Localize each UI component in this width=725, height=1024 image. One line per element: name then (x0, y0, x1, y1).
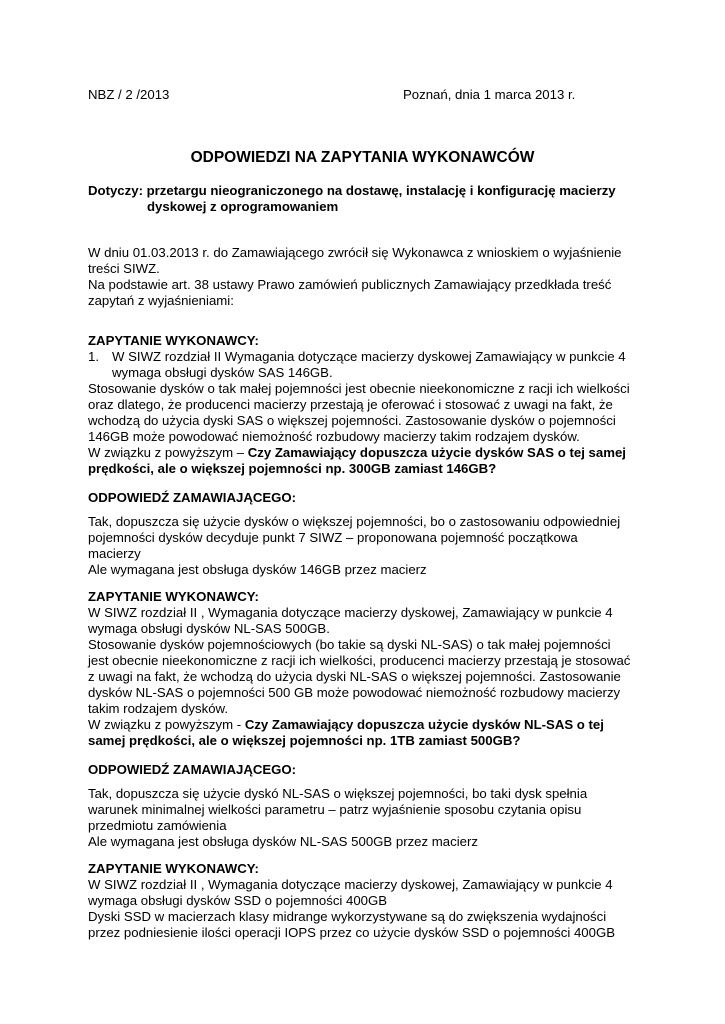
question-body-line: Stosowanie dysków o tak małej pojemności jest obecnie nieekonomiczne z racji ich wielkości (88, 381, 630, 396)
list-item-line: wymaga obsługi dysków SAS 146GB. (112, 365, 333, 380)
answer-body-line: Tak, dopuszcza się użycie dysków o większej pojemności, bo o zastosowaniu odpowiedniej (88, 514, 621, 529)
intro-line: W dniu 01.03.2013 r. do Zamawiającego zwrócił się Wykonawca z wnioskiem o wyjaśnienie (88, 245, 622, 260)
intro-line: zapytań z wyjaśnieniami: (88, 293, 234, 308)
question-body-line: oraz dlatego, że producenci macierzy przestają je oferować i stosować z uwagi na fakt, że (88, 397, 613, 412)
question-body-line: z uwagi na fakt, że wchodzą do użycia dyski NL-SAS o większej pojemności. Zastosowanie (88, 669, 621, 684)
question-body-line: W SIWZ rozdział II , Wymagania dotyczące macierzy dyskowej, Zamawiający w punkcie 4 (88, 605, 613, 620)
intro-line: treści SIWZ. (88, 261, 160, 276)
intro-line: Na podstawie art. 38 ustawy Prawo zamówień publicznych Zamawiający przedkłada treść (88, 277, 612, 292)
question-body-line: jest obecnie nieekonomiczne z racji ich wielkości, producenci macierzy przestają je stosować (88, 653, 631, 668)
question-bold-line: samej prędkości, ale o większej pojemności np. 1TB zamiast 500GB? (88, 733, 521, 748)
question-bold: Czy Zamawiający dopuszcza użycie dysków SAS o tej samej (247, 445, 626, 460)
subject-line-1: Dotyczy: przetargu nieograniczonego na dostawę, instalację i konfigurację macierzy (88, 183, 616, 198)
question-line (88, 445, 626, 461)
subject-line-2: dyskowej z oprogramowaniem (147, 199, 339, 214)
answer-body-line: pojemności dysków decyduje punkt 7 SIWZ – proponowana pojemność początkowa (88, 530, 578, 545)
question-bold: Czy Zamawiający dopuszcza użycie dysków NL-SAS o tej (244, 717, 604, 732)
question-body-line: Stosowanie dysków pojemnościowych (bo takie są dyski NL-SAS) o tak małej pojemności (88, 637, 611, 652)
question-body-line: wchodzą do użycia dyski SAS o większej pojemności. Zastosowanie dysków o pojemności (88, 413, 616, 428)
question-body-line: wymaga obsługi dysków NL-SAS 500GB. (88, 621, 330, 636)
question-heading: ZAPYTANIE WYKONAWCY: (88, 333, 259, 348)
answer-body-line: Tak, dopuszcza się użycie dyskó NL-SAS o większej pojemności, bo taki dysk spełnia (88, 786, 588, 801)
answer-heading: ODPOWIEDŹ ZAMAWIAJĄCEGO: (88, 762, 297, 777)
answer-body-line: macierzy (88, 546, 141, 561)
question-prefix: W związku z powyższym – (88, 445, 248, 460)
place-and-date: Poznań, dnia 1 marca 2013 r. (403, 87, 576, 102)
question-body-line: W SIWZ rozdział II , Wymagania dotyczące macierzy dyskowej, Zamawiający w punkcie 4 (88, 877, 613, 892)
question-line (88, 717, 604, 733)
answer-body-line: warunek minimalnej wielkości parametru – patrz wyjaśnienie sposobu czytania opisu (88, 802, 582, 817)
answer-body-line: Ale wymagana jest obsługa dysków NL-SAS 500GB przez macierz (88, 834, 478, 849)
question-body-line: 146GB może powodować niemożność rozbudowy macierzy takim rodzajem dysków. (88, 429, 580, 444)
list-number: 1. (88, 349, 99, 364)
question-bold-line: prędkości, ale o większej pojemności np. 300GB zamiast 146GB? (88, 461, 497, 476)
question-body-line: wymaga obsługi dysków SSD o pojemności 400GB (88, 893, 388, 908)
question-prefix: W związku z powyższym - (88, 717, 245, 732)
reference-number: NBZ / 2 /2013 (88, 87, 170, 102)
question-heading: ZAPYTANIE WYKONAWCY: (88, 861, 259, 876)
question-body-line: Dyski SSD w macierzach klasy midrange wykorzystywane są do zwiększenia wydajności (88, 909, 607, 924)
answer-heading: ODPOWIEDŹ ZAMAWIAJĄCEGO: (88, 490, 297, 505)
question-body-line: dysków NL-SAS o pojemności 500 GB może powodować niemożność rozbudowy macierzy (88, 685, 621, 700)
question-body-line: takim rodzajem dysków. (88, 701, 228, 716)
question-heading: ZAPYTANIE WYKONAWCY: (88, 589, 259, 604)
answer-body-line: Ale wymagana jest obsługa dysków 146GB przez macierz (88, 562, 427, 577)
answer-body-line: przedmiotu zamówienia (88, 818, 227, 833)
list-item-line: W SIWZ rozdział II Wymagania dotyczące macierzy dyskowej Zamawiający w punkcie 4 (112, 349, 626, 364)
page-title: ODPOWIEDZI NA ZAPYTANIA WYKONAWCÓW (190, 149, 535, 166)
question-body-line: przez podniesienie ilości operacji IOPS przez co użycie dysków SSD o pojemności 400GB (88, 925, 616, 940)
